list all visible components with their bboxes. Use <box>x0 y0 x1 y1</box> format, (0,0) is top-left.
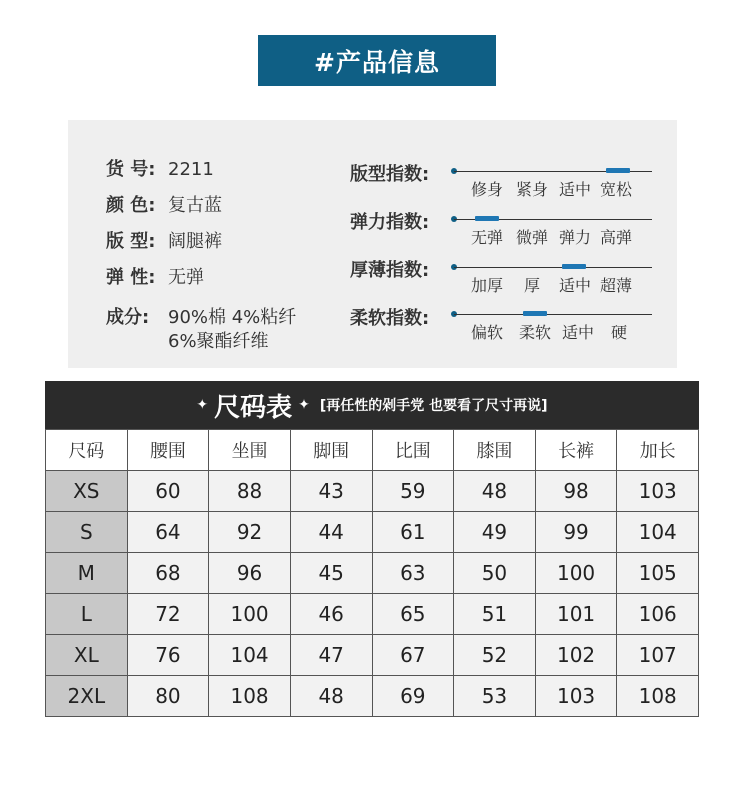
size-cell: XS <box>46 471 128 512</box>
index-label-elasticity: 弹力指数: <box>350 212 430 233</box>
section-title: #产品信息 <box>314 47 440 77</box>
table-cell: 59 <box>372 471 454 512</box>
index-option: 高弹 <box>600 228 633 247</box>
index-option: 无弹 <box>471 228 504 247</box>
table-cell: 53 <box>454 676 536 717</box>
table-row <box>46 512 699 553</box>
attr-value-line1: 90%棉 4%粘纤 <box>168 307 297 328</box>
table-cell: 106 <box>617 594 699 635</box>
attr-label: 弹 性: <box>106 267 156 288</box>
table-cell: 46 <box>290 594 372 635</box>
size-cell: XL <box>46 635 128 676</box>
table-cell: 102 <box>535 635 617 676</box>
attr-composition <box>106 306 296 354</box>
table-cell: 65 <box>372 594 454 635</box>
size-table-section <box>45 381 699 717</box>
table-cell: 107 <box>617 635 699 676</box>
table-cell: 60 <box>127 471 209 512</box>
table-row <box>46 553 699 594</box>
table-cell: 92 <box>209 512 291 553</box>
column-header: 加长 <box>617 430 699 471</box>
section-banner <box>258 35 496 86</box>
table-cell: 100 <box>535 553 617 594</box>
index-option: 适中 <box>562 323 595 342</box>
table-cell: 104 <box>209 635 291 676</box>
table-cell: 98 <box>535 471 617 512</box>
attr-value: 复古蓝 <box>168 195 222 216</box>
table-cell: 44 <box>290 512 372 553</box>
attr-color <box>106 194 222 218</box>
table-cell: 108 <box>617 676 699 717</box>
attr-fit <box>106 230 222 254</box>
sparkle-left-icon: ✦ <box>196 397 209 413</box>
table-cell: 101 <box>535 594 617 635</box>
column-header: 长裤 <box>535 430 617 471</box>
table-cell: 61 <box>372 512 454 553</box>
index-option: 厚 <box>524 276 541 295</box>
table-cell: 76 <box>127 635 209 676</box>
attr-value <box>168 306 296 354</box>
table-cell: 64 <box>127 512 209 553</box>
table-cell: 45 <box>290 553 372 594</box>
size-cell: L <box>46 594 128 635</box>
table-cell: 68 <box>127 553 209 594</box>
index-option: 修身 <box>471 180 504 199</box>
index-option: 偏软 <box>471 323 504 342</box>
table-row <box>46 676 699 717</box>
size-table-subtitle: [再任性的剁手党 也要看了尺寸再说] <box>319 398 548 414</box>
index-selected-marker <box>475 216 499 221</box>
size-cell: 2XL <box>46 676 128 717</box>
sparkle-right-icon: ✦ <box>298 397 310 413</box>
table-cell: 48 <box>454 471 536 512</box>
index-scale-line <box>454 314 652 315</box>
index-option: 微弹 <box>516 228 549 247</box>
table-cell: 103 <box>617 471 699 512</box>
table-cell: 104 <box>617 512 699 553</box>
table-cell: 67 <box>372 635 454 676</box>
table-cell: 72 <box>127 594 209 635</box>
attr-value: 无弹 <box>168 267 204 288</box>
index-option: 弹力 <box>559 228 592 247</box>
index-label-fit: 版型指数: <box>350 164 430 185</box>
table-cell: 99 <box>535 512 617 553</box>
index-option: 超薄 <box>600 276 633 295</box>
attr-value: 2211 <box>168 159 214 180</box>
table-cell: 105 <box>617 553 699 594</box>
index-option: 宽松 <box>600 180 633 199</box>
index-option: 硬 <box>611 323 628 342</box>
table-cell: 47 <box>290 635 372 676</box>
table-row <box>46 635 699 676</box>
index-label-thickness: 厚薄指数: <box>350 260 430 281</box>
column-header: 尺码 <box>46 430 128 471</box>
table-cell: 51 <box>454 594 536 635</box>
attr-label: 货 号: <box>106 159 156 180</box>
product-info-panel <box>68 120 677 368</box>
table-cell: 80 <box>127 676 209 717</box>
size-cell: S <box>46 512 128 553</box>
index-scale-line <box>454 267 652 268</box>
size-table-title: 尺码表 <box>214 392 293 423</box>
column-header: 脚围 <box>290 430 372 471</box>
table-row <box>46 471 699 512</box>
attr-label: 版 型: <box>106 231 156 252</box>
attr-value: 阔腿裤 <box>168 231 222 252</box>
index-selected-marker <box>523 311 547 316</box>
attr-label: 成分: <box>106 307 150 328</box>
table-row <box>46 594 699 635</box>
size-table <box>45 429 699 717</box>
table-cell: 103 <box>535 676 617 717</box>
attr-value-line2: 6%聚酯纤维 <box>168 331 269 352</box>
table-cell: 52 <box>454 635 536 676</box>
index-option: 适中 <box>559 180 592 199</box>
index-option: 柔软 <box>519 323 552 342</box>
index-option: 适中 <box>559 276 592 295</box>
index-option: 加厚 <box>471 276 504 295</box>
attr-elasticity <box>106 266 204 290</box>
attr-label: 颜 色: <box>106 195 156 216</box>
column-header: 比围 <box>372 430 454 471</box>
table-cell: 88 <box>209 471 291 512</box>
index-option: 紧身 <box>516 180 549 199</box>
index-label-softness: 柔软指数: <box>350 308 430 329</box>
column-header: 坐围 <box>209 430 291 471</box>
table-cell: 69 <box>372 676 454 717</box>
index-selected-marker <box>606 168 630 173</box>
table-cell: 108 <box>209 676 291 717</box>
table-cell: 49 <box>454 512 536 553</box>
column-header: 腰围 <box>127 430 209 471</box>
table-cell: 50 <box>454 553 536 594</box>
table-cell: 63 <box>372 553 454 594</box>
table-header-row <box>46 430 699 471</box>
attr-sku <box>106 158 214 182</box>
table-cell: 100 <box>209 594 291 635</box>
size-table-header <box>45 381 699 429</box>
column-header: 膝围 <box>454 430 536 471</box>
table-cell: 43 <box>290 471 372 512</box>
table-cell: 96 <box>209 553 291 594</box>
table-cell: 48 <box>290 676 372 717</box>
index-selected-marker <box>562 264 586 269</box>
size-cell: M <box>46 553 128 594</box>
